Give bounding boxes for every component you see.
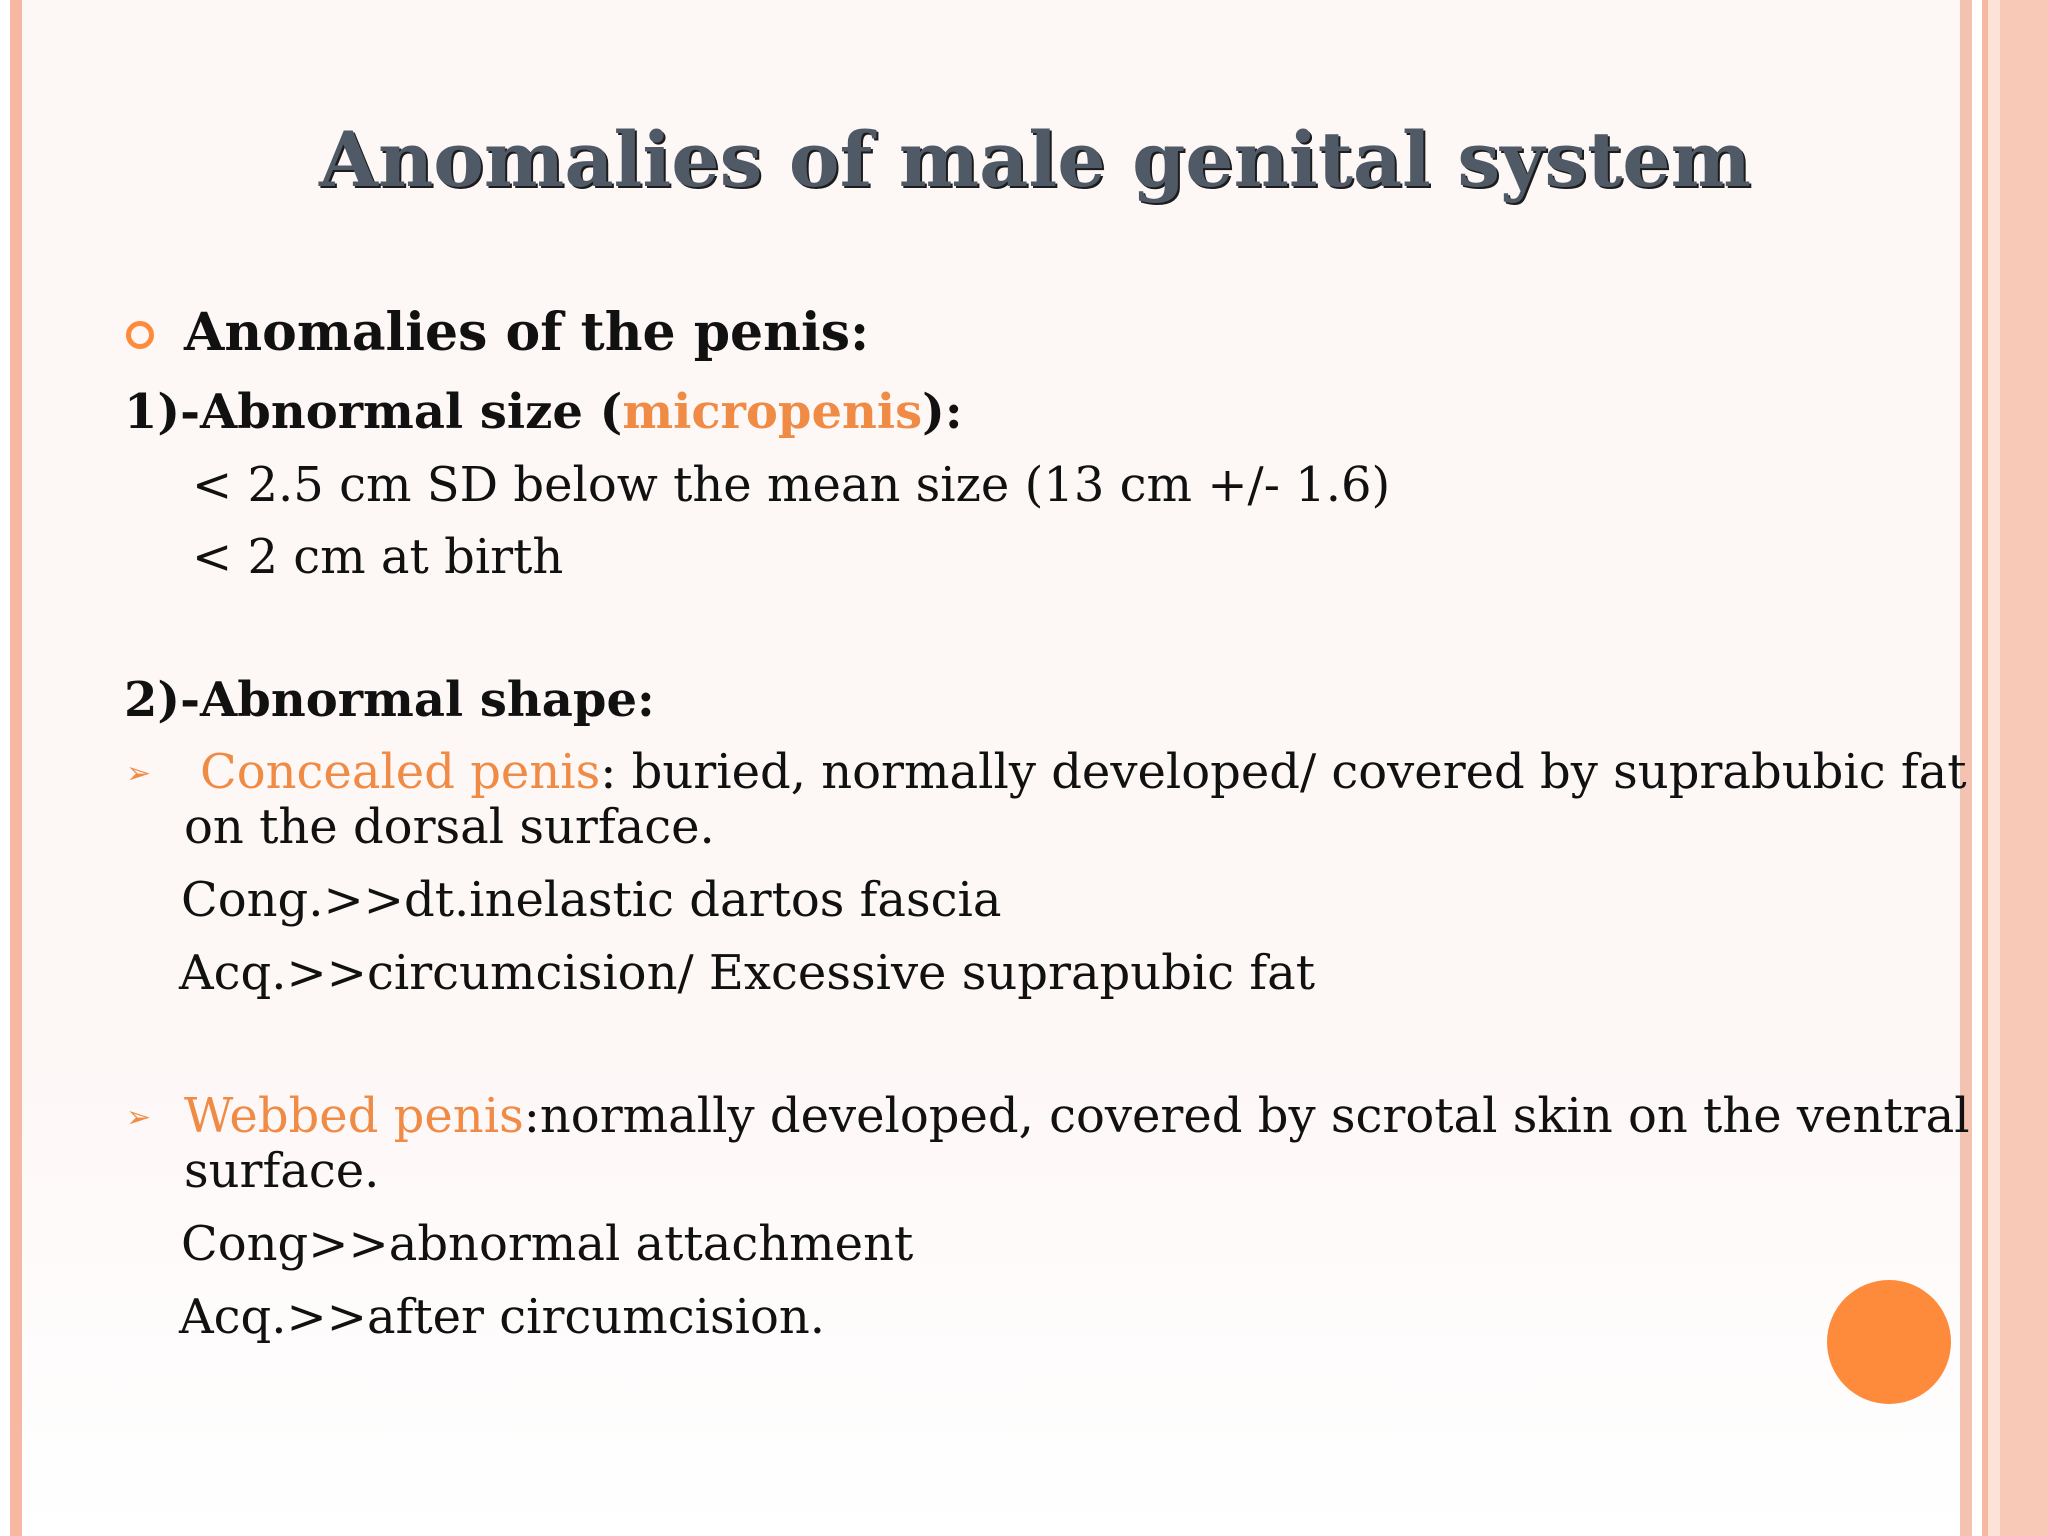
- concealed-penis-text: : buried, normally developed/ covered by suprabubic fat: [600, 744, 1967, 800]
- item1-line: < 2 cm at birth: [192, 529, 564, 585]
- item1-suffix: ):: [922, 384, 963, 440]
- concealed-penis-term: Concealed penis: [200, 744, 601, 800]
- item1-term: micropenis: [622, 384, 923, 440]
- item1-prefix: 1)-Abnormal size (: [124, 384, 623, 440]
- webbed-penis-acq: Acq.>>after circumcision.: [179, 1289, 826, 1345]
- item2-heading: 2)-Abnormal shape:: [124, 672, 655, 728]
- right-stripe: [2000, 0, 2048, 1536]
- item1-line: < 2.5 cm SD below the mean size (13 cm +/- 1.6): [192, 457, 1391, 513]
- webbed-penis-cong: Cong>>abnormal attachment: [181, 1216, 914, 1272]
- concealed-penis-acq: Acq.>>circumcision/ Excessive suprapubic fat: [179, 945, 1316, 1001]
- slide-title: Anomalies of male genital system: [318, 115, 1751, 204]
- concealed-penis-text-cont: on the dorsal surface.: [184, 799, 715, 855]
- webbed-penis-text: :normally developed, covered by scrotal skin on the ventral: [523, 1088, 1970, 1144]
- webbed-penis-text-cont: surface.: [184, 1143, 380, 1199]
- arrow-bullet-icon: ➢: [126, 756, 152, 791]
- concealed-penis-cong: Cong.>>dt.inelastic dartos fascia: [181, 872, 1002, 928]
- section-heading: Anomalies of the penis:: [184, 302, 870, 363]
- orange-circle-decoration: [1827, 1280, 1951, 1404]
- webbed-penis-term: Webbed penis: [184, 1088, 524, 1144]
- right-stripe: [1988, 0, 2000, 1536]
- left-border: [10, 0, 22, 1536]
- circle-bullet-icon: [126, 321, 154, 349]
- right-stripe: [1972, 0, 1982, 1536]
- item1-heading: [124, 385, 963, 439]
- concealed-penis-line: [200, 745, 1967, 799]
- arrow-bullet-icon: ➢: [126, 1100, 152, 1135]
- webbed-penis-line: [184, 1089, 1970, 1143]
